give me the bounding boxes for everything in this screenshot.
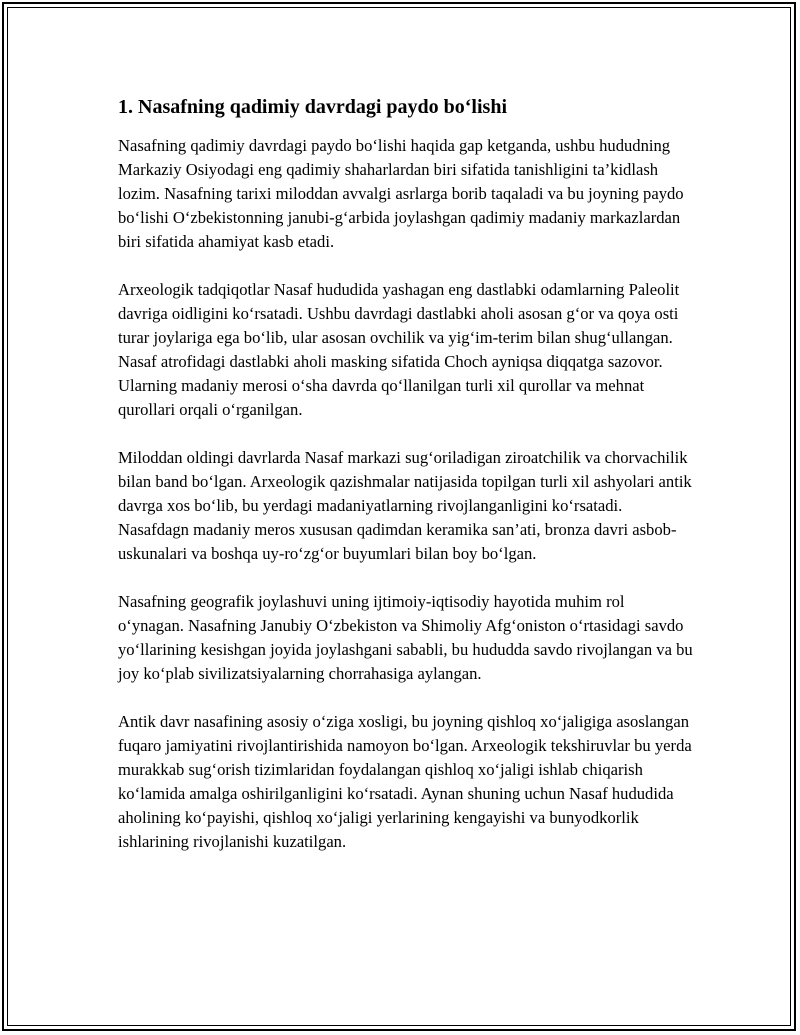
document-body <box>118 94 693 878</box>
paragraph-4: Nasafning geografik joylashuvi uning ijtimoiy-iqtisodiy hayotida muhim rol o‘ynagan. Nasafning Janubiy O‘zbekiston va Shimoliy Afg‘oniston o‘rtasidagi savdo yo‘llarining kesishgan joyida joylashgani sababli, bu hududda savdo rivojlangan va bu joy ko‘plab sivilizatsiyalarning chorrahasiga aylangan. <box>118 592 693 683</box>
paragraph-3: Miloddan oldingi davrlarda Nasaf markazi sug‘oriladigan ziroatchilik va chorvachilik bilan band bo‘lgan. Arxeologik qazishmalar natijasida topilgan turli xil ashyolari antik davrga xos bo‘lib, bu yerdagi madaniyatlarning rivojlanganligini ko‘rsatadi. Nasafdagn madaniy meros xususan qadimdan keramika san’ati, bronza davri asbob-uskunalari va boshqa uy-ro‘zg‘or buyumlari bilan boy bo‘lgan. <box>118 448 692 563</box>
paragraph-1: Nasafning qadimiy davrdagi paydo bo‘lishi haqida gap ketganda, ushbu hududning Markaziy Osiyodagi eng qadimiy shaharlardan biri sifatida tanishligini ta’kidlash lozim. Nasafning tarixi miloddan avvalgi asrlarga borib taqaladi va bu joyning paydo bo‘lishi O‘zbekistonning janubi-g‘arbida joylashgan qadimiy madaniy markazlardan biri sifatida ahamiyat kasb etadi. <box>118 136 684 251</box>
paragraph-2: Arxeologik tadqiqotlar Nasaf hududida yashagan eng dastlabki odamlarning Paleolit davriga oidligini ko‘rsatadi. Ushbu davrdagi dastlabki aholi asosan g‘or va qoya osti turar joylariga ega bo‘lib, ular asosan ovchilik va yig‘im-terim bilan shug‘ullangan. Nasaf atrofidagi dastlabki aholi masking sifatida Choch ayniqsa diqqatga sazovor. Ularning madaniy merosi o‘sha davrda qo‘llanilgan turli xil qurollar va mehnat qurollari orqali o‘rganilgan. <box>118 280 680 419</box>
paragraph-5: Antik davr nasafining asosiy o‘ziga xosligi, bu joyning qishloq xo‘jaligiga asoslangan fuqaro jamiyatini rivojlantirishida namoyon bo‘lgan. Arxeologik tekshiruvlar bu yerda murakkab sug‘orish tizimlaridan foydalangan qishloq xo‘jaligi ishlab chiqarish ko‘lamida amalga oshirilganligini ko‘rsatadi. Aynan shuning uchun Nasaf hududida aholining ko‘payishi, qishloq xo‘jaligi yerlarining kengayishi va bunyodkorlik ishlarining rivojlanishi kuzatilgan. <box>118 712 692 851</box>
section-heading: 1. Nasafning qadimiy davrdagi paydo bo‘lishi <box>118 96 507 118</box>
